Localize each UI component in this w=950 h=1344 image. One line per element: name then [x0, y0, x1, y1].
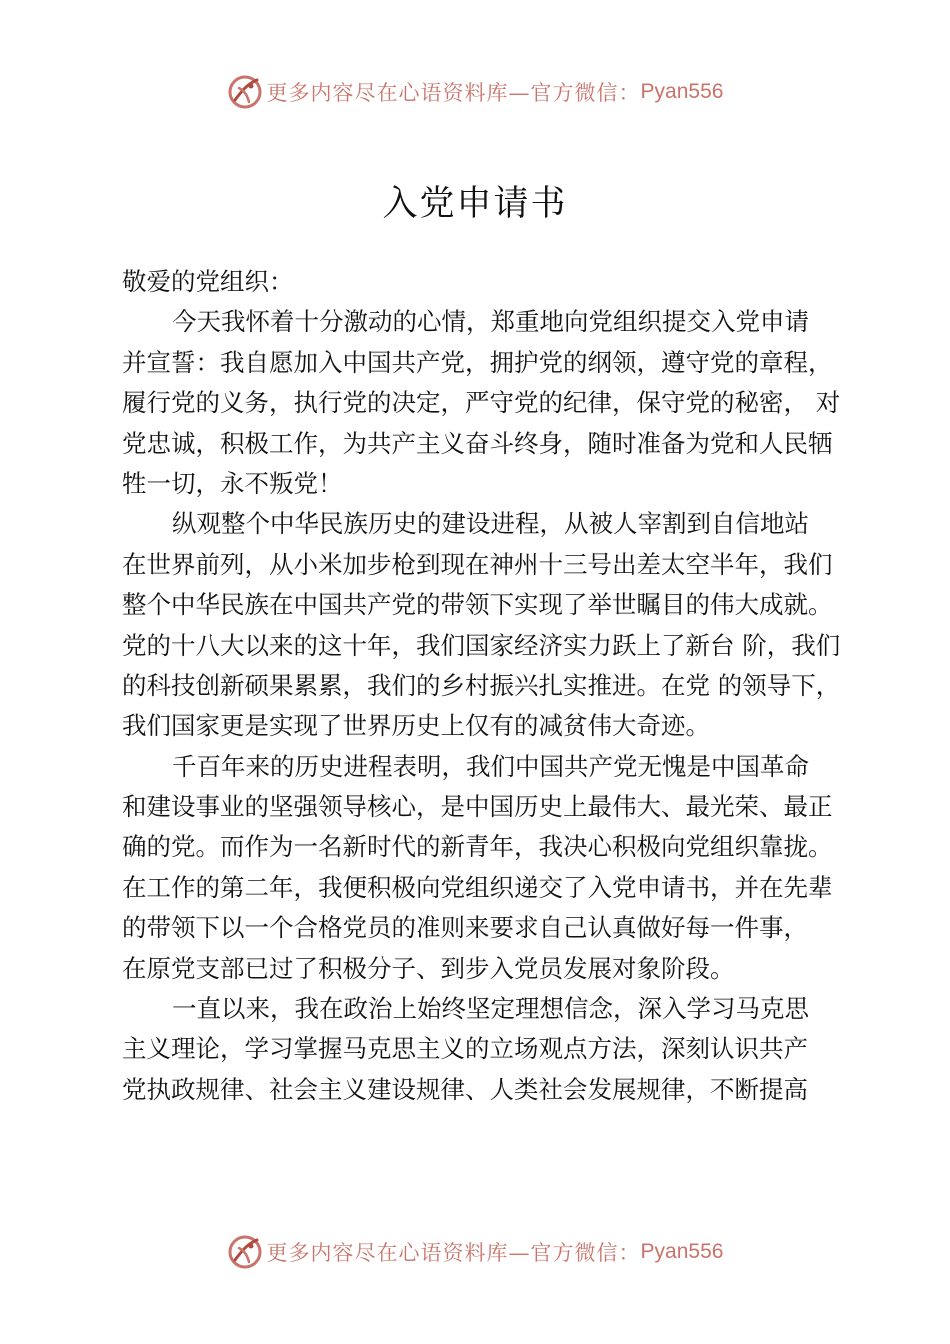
document-body [122, 262, 882, 1110]
banner-wechat-id: Pyan556 [640, 1240, 724, 1263]
body-line: 的科技创新硕果累累，我们的乡村振兴扎实推进。在党 的领导下， [122, 670, 841, 700]
banner-wechat-id: Pyan556 [640, 80, 724, 103]
body-line: 履行党的义务，执行党的决定，严守党的纪律，保守党的秘密， 对 [122, 388, 841, 418]
document-title: 入党申请书 [382, 184, 568, 224]
body-line: 确的党。而作为一名新时代的新青年，我决心积极向党组织靠拢。 [122, 832, 833, 862]
header-watermark-banner [0, 72, 950, 112]
body-line: 在工作的第二年，我便积极向党组织递交了入党申请书，并在先辈 [122, 872, 833, 902]
body-line: 纵观整个中华民族历史的建设进程，从被人宰割到自信地站 [172, 509, 809, 539]
body-line: 的带领下以一个合格党员的准则来要求自己认真做好每一件事， [122, 913, 808, 943]
body-line: 牲一切，永不叛党！ [122, 468, 343, 498]
banner-text: 更多内容尽在心语资料库—官方微信： [266, 81, 641, 105]
banner-text: 更多内容尽在心语资料库—官方微信： [266, 1241, 641, 1265]
body-line: 党执政规律、社会主义建设规律、人类社会发展规律，不断提高 [122, 1074, 808, 1104]
body-line: 党忠诚，积极工作，为共产主义奋斗终身，随时准备为党和人民牺 [122, 428, 833, 458]
brand-logo-icon [227, 1234, 263, 1270]
body-line: 我们国家更是实现了世界历史上仅有的减贫伟大奇迹。 [122, 711, 710, 741]
body-line: 主义理论，学习掌握马克思主义的立场观点方法，深刻认识共产 [122, 1034, 808, 1064]
brand-logo-icon [227, 74, 263, 110]
body-line: 在世界前列，从小米加步枪到现在神州十三号出差太空半年，我们 [122, 549, 833, 579]
body-line: 和建设事业的坚强领导核心，是中国历史上最伟大、最光荣、最正 [122, 792, 833, 822]
body-line: 并宣誓：我自愿加入中国共产党，拥护党的纲领，遵守党的章程， [122, 347, 833, 377]
body-line: 整个中华民族在中国共产党的带领下实现了举世瞩目的伟大成就。 [122, 590, 833, 620]
salutation: 敬爱的党组织： [122, 267, 294, 296]
body-line: 一直以来，我在政治上始终坚定理想信念，深入学习马克思 [172, 994, 809, 1024]
body-line: 在原党支部已过了积极分子、到步入党员发展对象阶段。 [122, 953, 735, 983]
body-line: 今天我怀着十分激动的心情，郑重地向党组织提交入党申请 [172, 307, 809, 337]
body-line: 千百年来的历史进程表明，我们中国共产党无愧是中国革命 [172, 751, 809, 781]
body-line: 党的十八大以来的这十年，我们国家经济实力跃上了新台 阶，我们 [122, 630, 841, 660]
footer-watermark-banner [0, 1232, 950, 1272]
